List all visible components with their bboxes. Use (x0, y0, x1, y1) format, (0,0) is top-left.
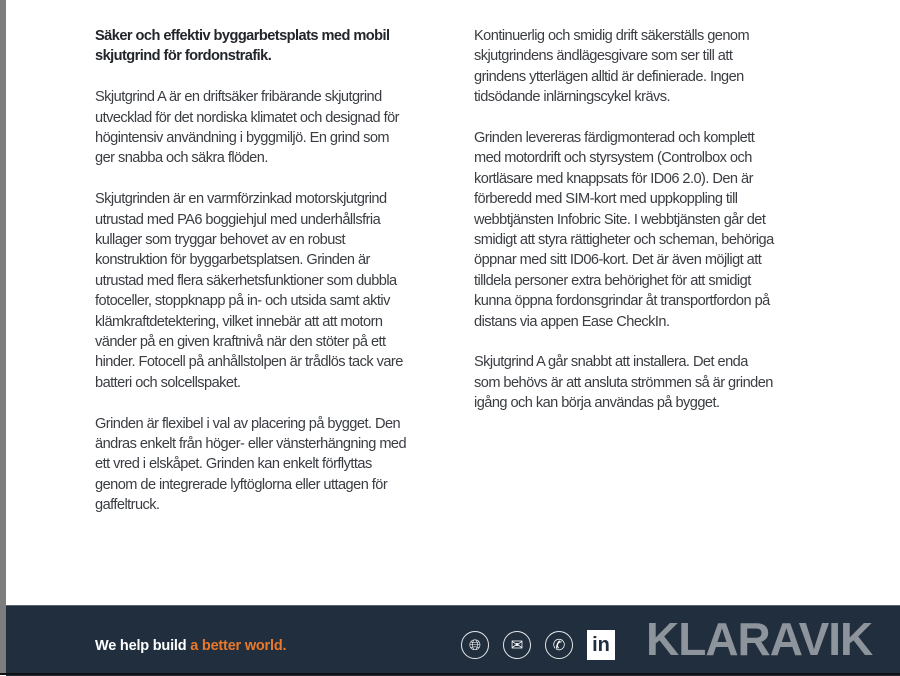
text-line: ett vred i elskåpet. Grinden kan enkelt förflyttas (95, 456, 372, 473)
text-line: genom de integrerade lyftöglorna eller uttagen för (95, 476, 388, 493)
left-column (95, 26, 463, 536)
text-line: Grinden levereras färdigmonterad och komplett (474, 130, 755, 147)
linkedin-label: in (592, 633, 610, 656)
slogan-accent: a better world. (190, 638, 287, 654)
text-line: vänder på en given kraftnivå när den stöter på ett (95, 334, 386, 351)
right-column (474, 26, 842, 434)
text-line: Skjutgrind A går snabbt att installera. Det enda (474, 354, 748, 371)
document-heading (95, 26, 463, 67)
text-line: som behövs är att ansluta strömmen så är grinden (474, 374, 773, 391)
text-line: öppnar med sitt ID06-kort. Det är även möjligt att (474, 252, 762, 269)
paragraph (474, 352, 842, 413)
text-line: utvecklad för det nordiska klimatet och designad för (95, 109, 399, 126)
text-line: Skjutgrind A är en driftsäker fribärande skjutgrind (95, 89, 382, 106)
text-line: utrustad med PA6 boggiehjul med underhållsfria (95, 211, 381, 228)
text-line: utrustad med flera säkerhetsfunktioner som dubbla (95, 272, 397, 289)
text-line: klämkraftdetektering, vilket innebär att att motorn (95, 313, 383, 330)
slogan-text: We help build (95, 638, 191, 654)
text-line: igång och kan börja användas på bygget. (474, 395, 720, 412)
text-line: Kontinuerlig och smidig drift säkerställs genom (474, 28, 750, 44)
text-line: ändras enkelt från höger- eller vänsterhängning med (95, 436, 407, 453)
contact-icons (461, 630, 615, 660)
mail-icon[interactable]: ✉︎ (503, 631, 531, 659)
linkedin-icon[interactable] (587, 630, 615, 660)
text-line: högintensiv användning i byggmiljö. En grind som (95, 130, 390, 147)
text-line: tidsödande inlärningscykel krävs. (474, 89, 671, 106)
text-line: Grinden är flexibel i val av placering på bygget. Den (95, 415, 401, 432)
text-line: Skjutgrinden är en varmförzinkad motorskjutgrind (95, 191, 387, 208)
text-line: fotoceller, stoppknapp på in- och utsida samt aktiv (95, 293, 390, 310)
text-line: batteri och solcellspaket. (95, 374, 241, 391)
text-line: kullager som tryggar behovet av en robust (95, 232, 346, 249)
text-line: gaffeltruck. (95, 497, 160, 514)
text-line: skjutgrindens ändlägesgivare som ser till att (474, 48, 733, 65)
text-line: hinder. Fotocell på anhållstolpen är trådlös tack vare (95, 354, 403, 371)
paragraph (95, 189, 463, 393)
heading-line: skjutgrind för fordonstrafik. (95, 48, 272, 65)
globe-icon[interactable]: 🌐︎ (461, 631, 489, 659)
text-line: förberedd med SIM-kort med uppkoppling till (474, 191, 738, 208)
paragraph (95, 87, 463, 169)
paragraph (474, 26, 842, 108)
text-line: kortläsare med knappsats för ID06 2.0). Den är (474, 170, 753, 187)
heading-line: Säker och effektiv byggarbetsplats med mobil (95, 28, 390, 44)
text-line: grindens ytterlägen alltid är definierade. Ingen (474, 68, 744, 85)
footer (6, 605, 900, 676)
phone-icon[interactable]: ✆︎ (545, 631, 573, 659)
text-line: distans via appen Ease CheckIn. (474, 313, 670, 330)
paragraph (95, 414, 463, 516)
slogan (95, 638, 286, 654)
text-line: kunna öppna fordonsgrindar åt transportfordon på (474, 293, 770, 310)
brand-logo: KLARAVIK (646, 613, 873, 665)
text-line: konstruktion för byggarbetsplatsen. Grinden är (95, 252, 370, 269)
paragraph (474, 128, 842, 332)
text-line: webbtjänsten Infobric Site. I webbtjänsten går det (474, 211, 766, 228)
text-line: tilldela personer extra behörighet för att smidigt (474, 272, 751, 289)
page-edge (0, 0, 6, 675)
text-line: ger snabba och säkra flöden. (95, 150, 268, 167)
text-line: med motordrift och styrsystem (Controlbox och (474, 150, 752, 167)
text-line: smidigt att styra rättigheter och scheman, behöriga (474, 232, 774, 249)
